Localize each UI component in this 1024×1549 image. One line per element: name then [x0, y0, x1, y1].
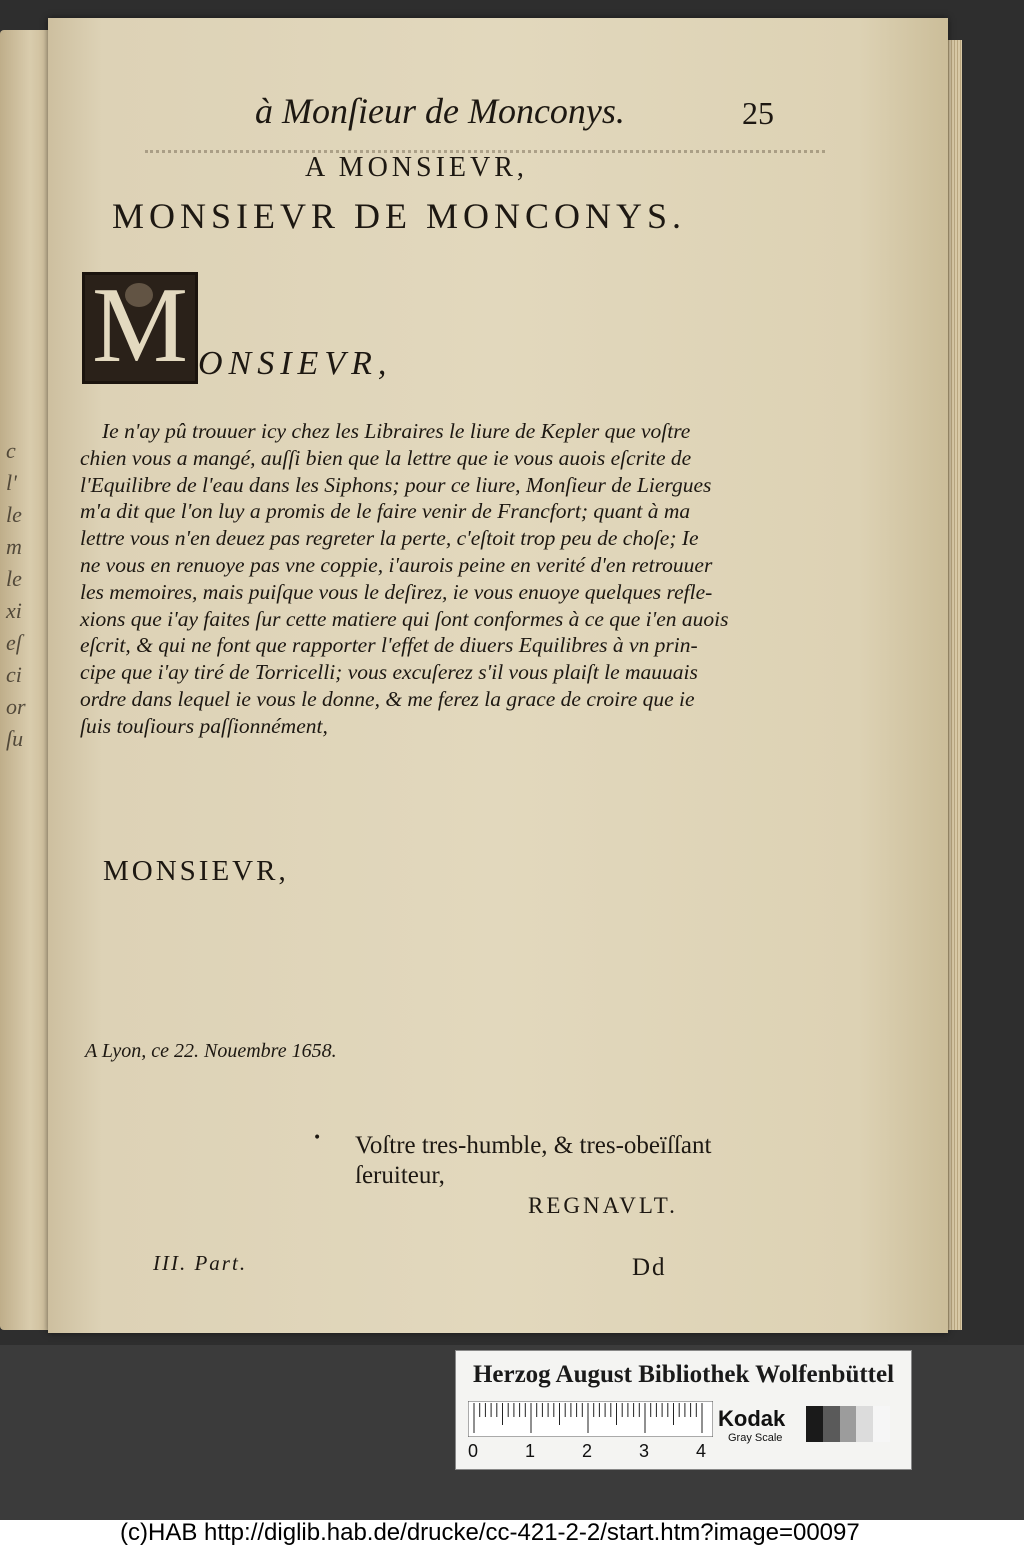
initial-letter: M: [91, 266, 189, 385]
previous-page-fragment: le: [6, 566, 22, 591]
gray-swatches: [806, 1406, 890, 1442]
ruler-number: 0: [468, 1441, 479, 1461]
previous-page-fragment: eſ: [6, 630, 22, 655]
gray-scale-label: Gray Scale: [728, 1432, 783, 1444]
ruler-background: [468, 1401, 713, 1437]
previous-page-text-fragments: [6, 435, 46, 755]
subscription-line-1: Voſtre tres-humble, & tres-obeïſſant: [355, 1132, 712, 1159]
bullet-mark-icon: •: [313, 1130, 322, 1146]
salutation: ONSIEVR,: [198, 345, 393, 382]
address-line-1: A MONSIEVR,: [305, 152, 528, 183]
previous-page-fragment: ci: [6, 662, 22, 687]
footer-bar: [0, 1520, 1024, 1549]
letter-body: [80, 418, 770, 740]
address-line-2: MONSIEVR DE MONCONYS.: [112, 196, 687, 236]
copyright-credit: (c)HAB http://diglib.hab.de/drucke/cc-421-2-2/start.htm?image=00097: [120, 1519, 860, 1546]
institution-name: Herzog August Bibliothek Wolfenbüttel: [472, 1361, 895, 1388]
gray-swatch: [806, 1406, 823, 1442]
kodak-logo: Kodak: [718, 1406, 786, 1431]
previous-page-fragment: ſu: [6, 726, 24, 751]
part-label: III. Part.: [153, 1251, 248, 1275]
body-line: Ie n'ay pû trouuer icy chez les Libraires le liure de Kepler que voſtre: [102, 419, 691, 443]
body-line: chien vous a mangé, auſſi bien que la lettre que ie vous auois eſcrite de: [80, 445, 692, 470]
subscription-line-2: ſeruiteur,: [355, 1162, 445, 1189]
gray-swatch: [856, 1406, 873, 1442]
gray-swatch: [823, 1406, 840, 1442]
previous-page-edge: [0, 30, 50, 1330]
decorated-initial: [82, 266, 198, 385]
body-line: m'a dit que l'on luy a promis de le faire venir de Francfort; quant à ma: [80, 499, 691, 524]
body-line: lettre vous n'en deuez pas regreter la perte, c'eſtoit trop peu de choſe; Ie: [80, 526, 699, 551]
previous-page-fragment: c: [6, 438, 16, 463]
body-line: ſuis touſiours paſſionnément,: [80, 713, 328, 738]
gray-swatch: [840, 1406, 857, 1442]
signature-mark: Dd: [632, 1254, 667, 1281]
ruler-number: 2: [582, 1441, 593, 1461]
place-date: A Lyon, ce 22. Nouembre 1658.: [85, 1040, 337, 1062]
body-line: l'Equilibre de l'eau dans les Siphons; pour ce liure, Monſieur de Liergues: [80, 472, 712, 497]
ruler-numbers: [464, 1441, 714, 1465]
previous-page-fragment: xi: [6, 598, 22, 623]
previous-page-fragment: or: [6, 694, 26, 719]
ruler-scale: [468, 1401, 713, 1437]
closing-salutation: MONSIEVR,: [103, 855, 289, 887]
body-line: xions que i'ay faites ſur cette matiere qui ſont conformes à ce que i'en auois: [80, 606, 729, 631]
ruler-number: 3: [639, 1441, 650, 1461]
body-line: ordre dans lequel ie vous le donne, & me ferez la grace de croire que ie: [80, 686, 695, 711]
body-line: ne vous en renuoye pas vne coppie, i'aurois peine en verité d'en retrouuer: [80, 552, 713, 577]
page-number: 25: [742, 95, 774, 131]
previous-page-fragment: le: [6, 502, 22, 527]
signature: REGNAVLT.: [528, 1193, 678, 1218]
gray-swatch: [873, 1406, 890, 1442]
previous-page-fragment: m: [6, 534, 22, 559]
body-line: cipe que i'ay tiré de Torricelli; vous excuſerez s'il vous plaiſt le mauuais: [80, 660, 698, 685]
previous-page-fragment: l': [6, 470, 17, 495]
body-line: les memoires, mais puiſque vous le deſirez, ie vous enuoye quelques refle-: [80, 579, 713, 604]
running-title: à Monſieur de Monconys.: [255, 91, 625, 131]
body-line: eſcrit, & qui ne font que rapporter l'effet de diuers Equilibres à vn prin-: [80, 633, 698, 658]
color-target-card: [455, 1350, 912, 1470]
ruler-number: 4: [696, 1441, 707, 1461]
ruler-number: 1: [525, 1441, 536, 1461]
